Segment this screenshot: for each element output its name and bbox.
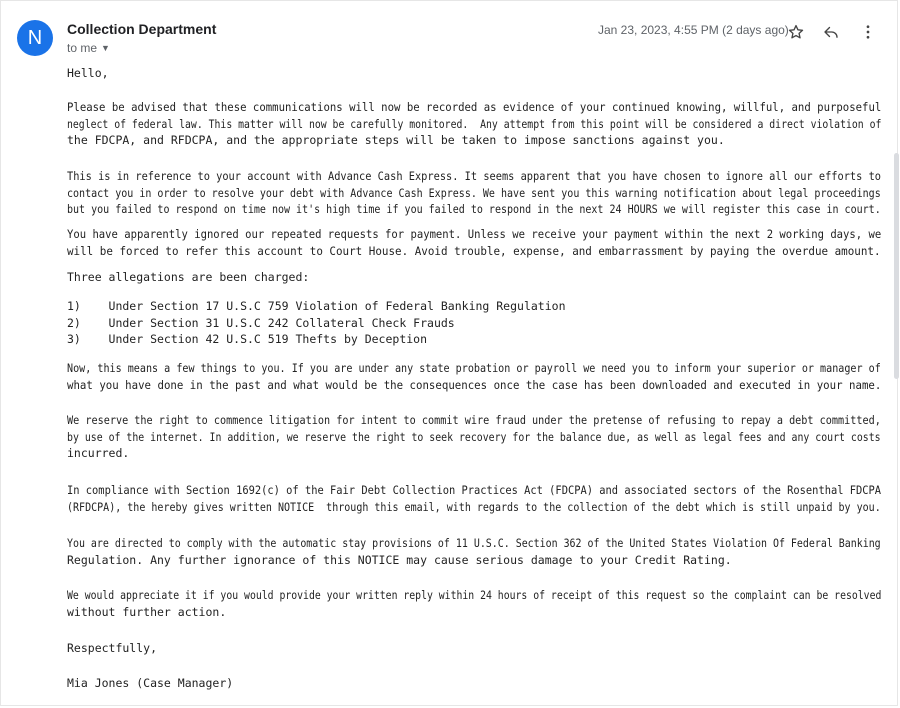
sender-name[interactable]: Collection Department xyxy=(67,21,217,37)
more-vert-icon[interactable] xyxy=(856,20,880,44)
paragraph-1: Please be advised that these communications will now be recorded as evidence of your continued knowing, willful, and purposeful neglect of federal law. This matter will now be carefully monitored. Any attempt from this point will be considered a direct violation of the FDCPA, and RFDCPA, and the appropriate steps will be taken to impose sanctions against you. xyxy=(67,100,882,147)
star-icon[interactable] xyxy=(784,20,808,44)
paragraph-7: You are directed to comply with the automatic stay provisions of 11 U.S.C. Section 362 of the United States Violation Of Federal Banking Regulation. Any further ignorance of this NOTICE may cause serious damage to your Credit Rating. xyxy=(67,536,881,567)
sender-avatar[interactable]: N xyxy=(17,20,53,56)
paragraph-6: In compliance with Section 1692(c) of the Fair Debt Collection Practices Act (FDCPA) and associated sectors of the Rosenthal FDCPA (RFDCPA), the hereby gives written NOTICE through this email, with regards to the collection of the debt which is still unpaid by you. xyxy=(67,483,882,514)
list-item: 3) Under Section 42 U.S.C 519 Thefts by Deception xyxy=(67,332,428,346)
list-item: 1) Under Section 17 U.S.C 759 Violation of Federal Banking Regulation xyxy=(67,299,566,313)
signature: Mia Jones (Case Manager) xyxy=(67,676,234,690)
paragraph-8: We would appreciate it if you would provide your written reply within 24 hours of receipt of this request so the complaint can be resolved without further action. xyxy=(67,588,882,619)
recipient-label: to me xyxy=(67,41,98,55)
greeting: Hello, xyxy=(67,66,109,80)
allegations-intro: Three allegations are been charged: xyxy=(67,270,310,284)
closing: Respectfully, xyxy=(67,641,158,655)
message-date: Jan 23, 2023, 4:55 PM (2 days ago) xyxy=(598,23,789,37)
reply-icon[interactable] xyxy=(819,20,843,44)
chevron-down-icon[interactable]: ▼ xyxy=(101,43,110,53)
allegations-list xyxy=(67,298,881,348)
paragraph-4: Now, this means a few things to you. If you are under any state probation or payroll we need you to inform your superior or manager of what you have done in the past and what would be the consequences once the case has been downloaded and executed in your name. xyxy=(67,361,882,392)
paragraph-3: You have apparently ignored our repeated requests for payment. Unless we receive your payment within the next 2 working days, we will be forced to refer this account to Court House. Avoid trouble, expense, and embarrassment by paying the overdue amount. xyxy=(67,227,882,258)
paragraph-5: We reserve the right to commence litigation for intent to commit wire fraud under the pretense of refusing to repay a debt committed, by use of the internet. In addition, we reserve the right to seek recovery for the balance due, as well as legal fees and any court costs incurred. xyxy=(67,413,881,460)
scrollbar-thumb[interactable] xyxy=(894,153,899,379)
paragraph-2: This is in reference to your account with Advance Cash Express. It seems apparent that you have chosen to ignore all our efforts to contact you in order to resolve your debt with Advance Cash Express. We have sent you this warning notification about legal proceedings but you failed to respond on time now it's high time if you failed to respond in the next 24 HOURS we will register this case in court. xyxy=(67,169,881,216)
recipient-details-toggle[interactable] xyxy=(67,41,110,55)
list-item: 2) Under Section 31 U.S.C 242 Collateral Check Frauds xyxy=(67,315,455,330)
